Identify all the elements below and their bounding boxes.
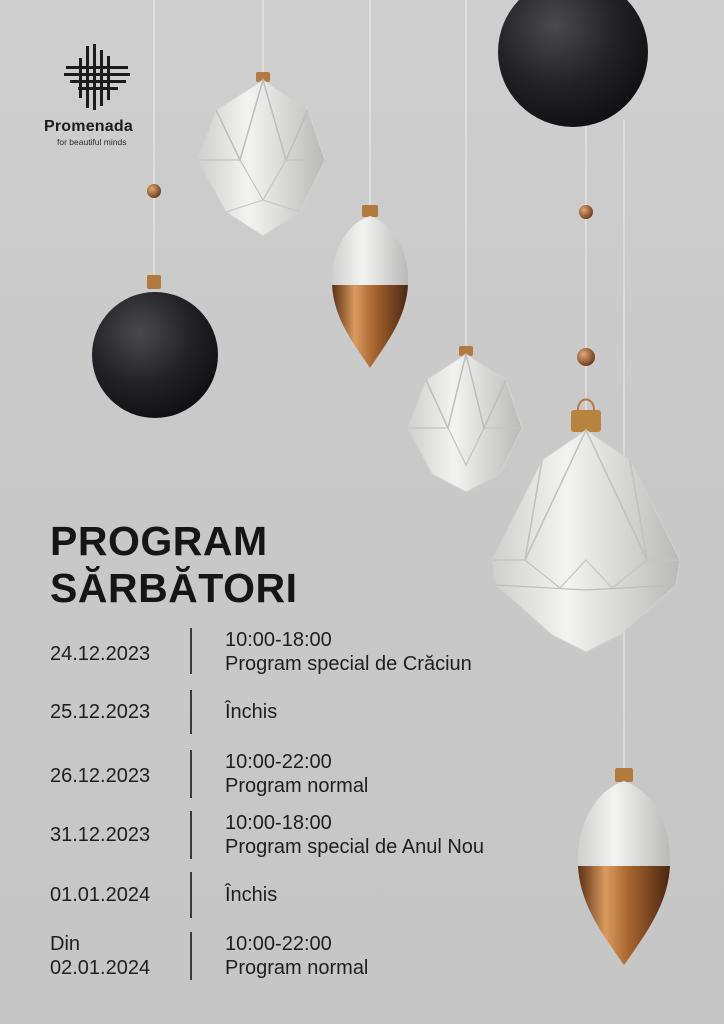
copper-bead-icon bbox=[579, 205, 593, 219]
schedule-divider bbox=[190, 872, 192, 918]
white-diamond-ornament-small-icon bbox=[408, 346, 522, 492]
schedule-hours: 10:00-22:00 Program normal bbox=[225, 933, 369, 979]
schedule-divider bbox=[190, 811, 192, 859]
schedule-divider bbox=[190, 750, 192, 798]
schedule-divider bbox=[190, 690, 192, 734]
schedule-hours: 10:00-18:00 Program special de Anul Nou bbox=[225, 812, 485, 858]
schedule-hours: Închis bbox=[225, 701, 278, 723]
schedule-hours: 10:00-22:00 Program normal bbox=[225, 751, 369, 797]
schedule-date: 31.12.2023 bbox=[50, 824, 151, 846]
title-line-1: PROGRAM bbox=[50, 518, 268, 564]
schedule-date: Din 02.01.2024 bbox=[50, 933, 151, 979]
copper-bead-icon bbox=[577, 348, 595, 366]
white-diamond-ornament-icon bbox=[198, 72, 325, 236]
schedule-date: 26.12.2023 bbox=[50, 765, 151, 787]
schedule-date: 01.01.2024 bbox=[50, 884, 151, 906]
schedule-date: 25.12.2023 bbox=[50, 701, 151, 723]
black-ornament-top-right-icon bbox=[498, 0, 648, 127]
brand-tagline: for beautiful minds bbox=[57, 137, 127, 147]
copper-bead-icon bbox=[147, 184, 161, 198]
schedule-hours: Închis bbox=[225, 884, 278, 906]
copper-drop-ornament-bottom-icon bbox=[578, 768, 670, 965]
schedule-hours: 10:00-18:00 Program special de Crăciun bbox=[225, 629, 472, 675]
black-ornament-left-icon bbox=[92, 275, 218, 418]
copper-drop-ornament-icon bbox=[332, 205, 408, 368]
promenada-logo-mark-icon bbox=[64, 44, 130, 110]
title-line-2: SĂRBĂTORI bbox=[50, 565, 298, 611]
brand-name: Promenada bbox=[44, 118, 133, 135]
schedule-divider bbox=[190, 932, 192, 980]
page-title bbox=[50, 518, 297, 612]
schedule-divider bbox=[190, 628, 192, 674]
large-white-diamond-ornament-icon bbox=[492, 400, 680, 653]
schedule-date: 24.12.2023 bbox=[50, 643, 151, 665]
